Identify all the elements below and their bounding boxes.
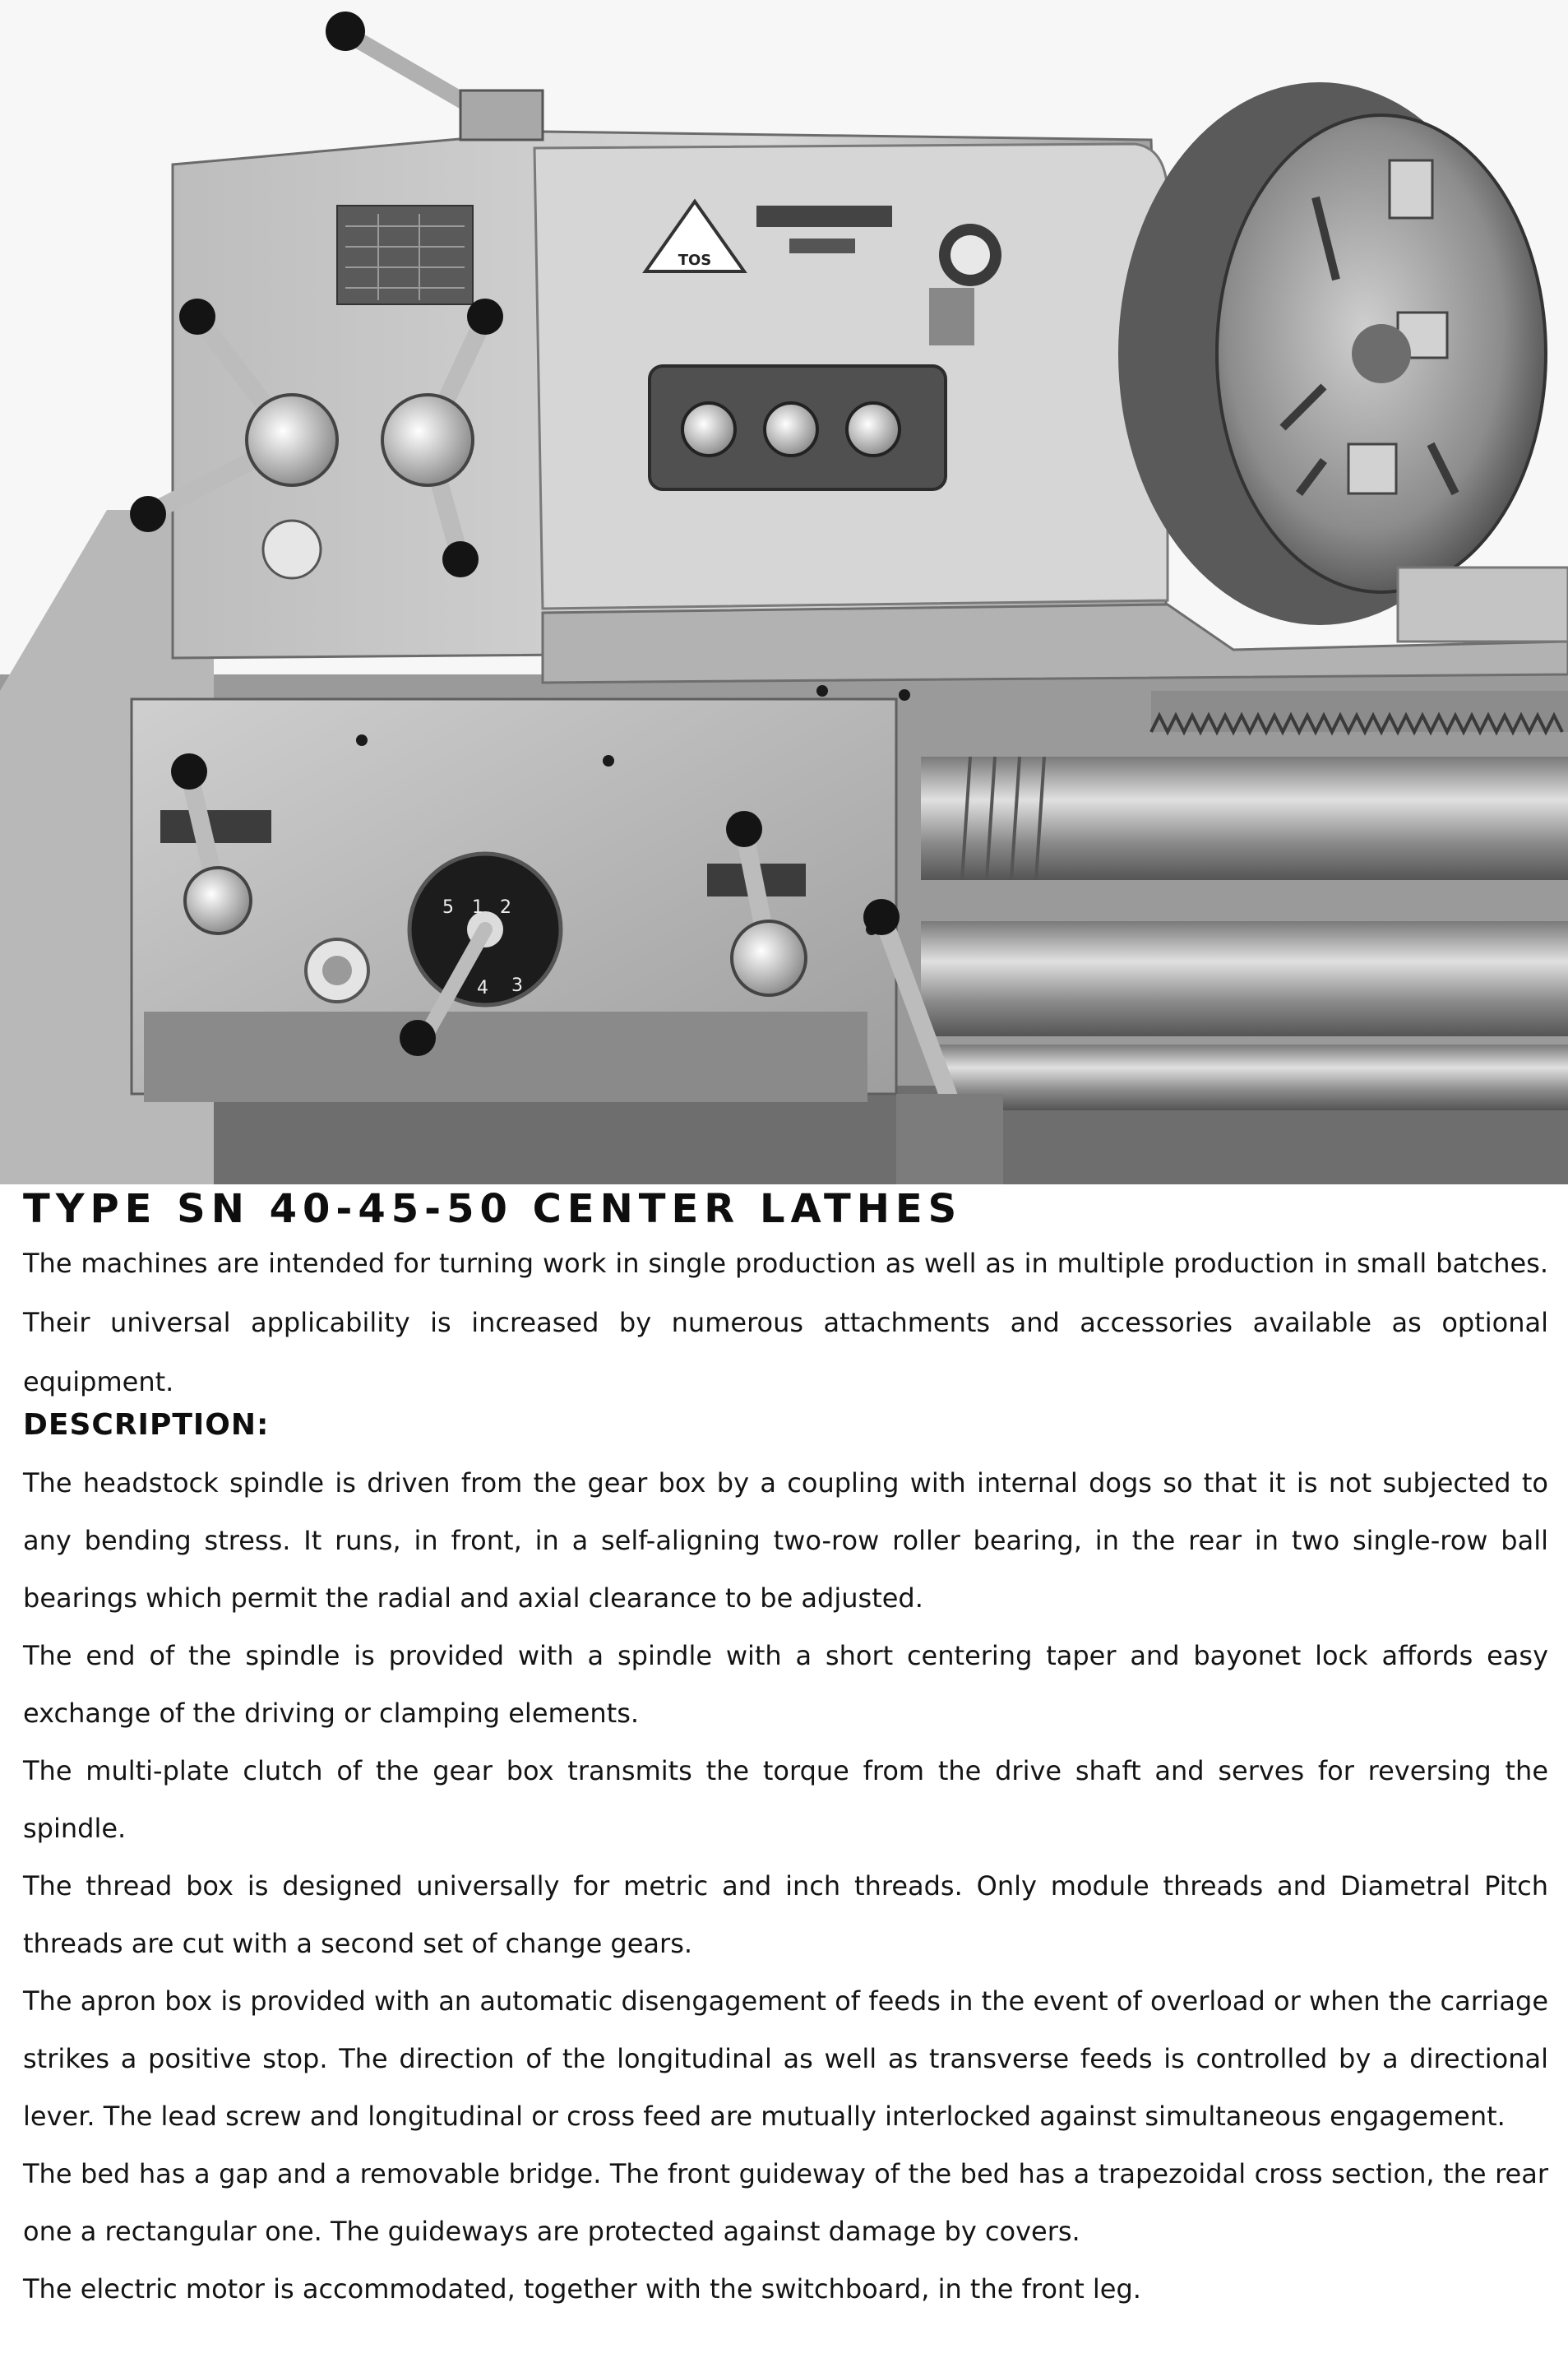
dial-number: 3 bbox=[511, 975, 523, 996]
lathe-illustration bbox=[0, 0, 1568, 1184]
description-paragraph: The multi-plate clutch of the gear box transmits the torque from the drive shaft and serves for reversing the spindle. bbox=[23, 1755, 1548, 1844]
control-knobs bbox=[682, 403, 900, 456]
description-heading: DESCRIPTION: bbox=[23, 1408, 270, 1442]
control-knob bbox=[765, 403, 817, 456]
oil-sight-glass bbox=[263, 521, 321, 578]
lathe-photo bbox=[0, 0, 1568, 1184]
oil-level-gauge-center bbox=[322, 956, 352, 985]
control-knob bbox=[682, 403, 735, 456]
page-title: TYPE SN 40-45-50 CENTER LATHES bbox=[23, 1186, 963, 1232]
dial-number: 2 bbox=[500, 897, 511, 918]
intro-paragraph: The machines are intended for turning work in single production as well as in multiple production in small batches. Their universal applicability is increased by numerous attachments and accessories available as optional equipment. bbox=[23, 1248, 1548, 1397]
description-paragraph: The electric motor is accommodated, together with the switchboard, in the front leg. bbox=[23, 2273, 1141, 2305]
serial-plate bbox=[789, 239, 855, 253]
data-plate bbox=[337, 206, 473, 304]
manufacturer-plate bbox=[756, 206, 892, 227]
chuck-center bbox=[1352, 324, 1411, 383]
control-knob bbox=[847, 403, 900, 456]
dial-number: 5 bbox=[442, 897, 454, 918]
carriage-edge bbox=[1398, 568, 1568, 642]
tos-badge-text: TOS bbox=[678, 252, 712, 269]
description-paragraph: The thread box is designed universally for metric and inch threads. Only module threads and Diametral Pitch threads are cut with a second set of change gears. bbox=[23, 1870, 1548, 1959]
gauge-face bbox=[951, 235, 990, 275]
description-paragraph: The apron box is provided with an automatic disengagement of feeds in the event of overload or when the carriage strikes a positive stop. The direction of the longitudinal as well as transverse feeds is controlled by a directional lever. The lead screw and longitudinal or cross feed are mutually interlocked against simultaneous engagement. bbox=[23, 1985, 1548, 2132]
description-body bbox=[23, 1454, 1548, 2318]
feed-shaft bbox=[921, 921, 1568, 1036]
gear-box-lower-panel bbox=[144, 1012, 867, 1102]
speed-plate bbox=[929, 288, 974, 345]
dial-number: 4 bbox=[477, 978, 488, 998]
description-paragraph: The end of the spindle is provided with a spindle with a short centering taper and bayonet lock affords easy exchange of the driving or clamping elements. bbox=[23, 1640, 1548, 1729]
control-rod bbox=[937, 1045, 1568, 1110]
description-paragraph: The bed has a gap and a removable bridge. The front guideway of the bed has a trapezoidal cross section, the rear one a rectangular one. The guideways are protected against damage by covers. bbox=[23, 2158, 1548, 2247]
description-paragraph: The headstock spindle is driven from the gear box by a coupling with internal dogs so that it is not subjected to any bending stress. It runs, in front, in a self-aligning two-row roller bearing, in the rear in two single-row ball bearings which permit the radial and axial clearance to be adjusted. bbox=[23, 1467, 1548, 1614]
dial-number: 1 bbox=[472, 897, 483, 918]
